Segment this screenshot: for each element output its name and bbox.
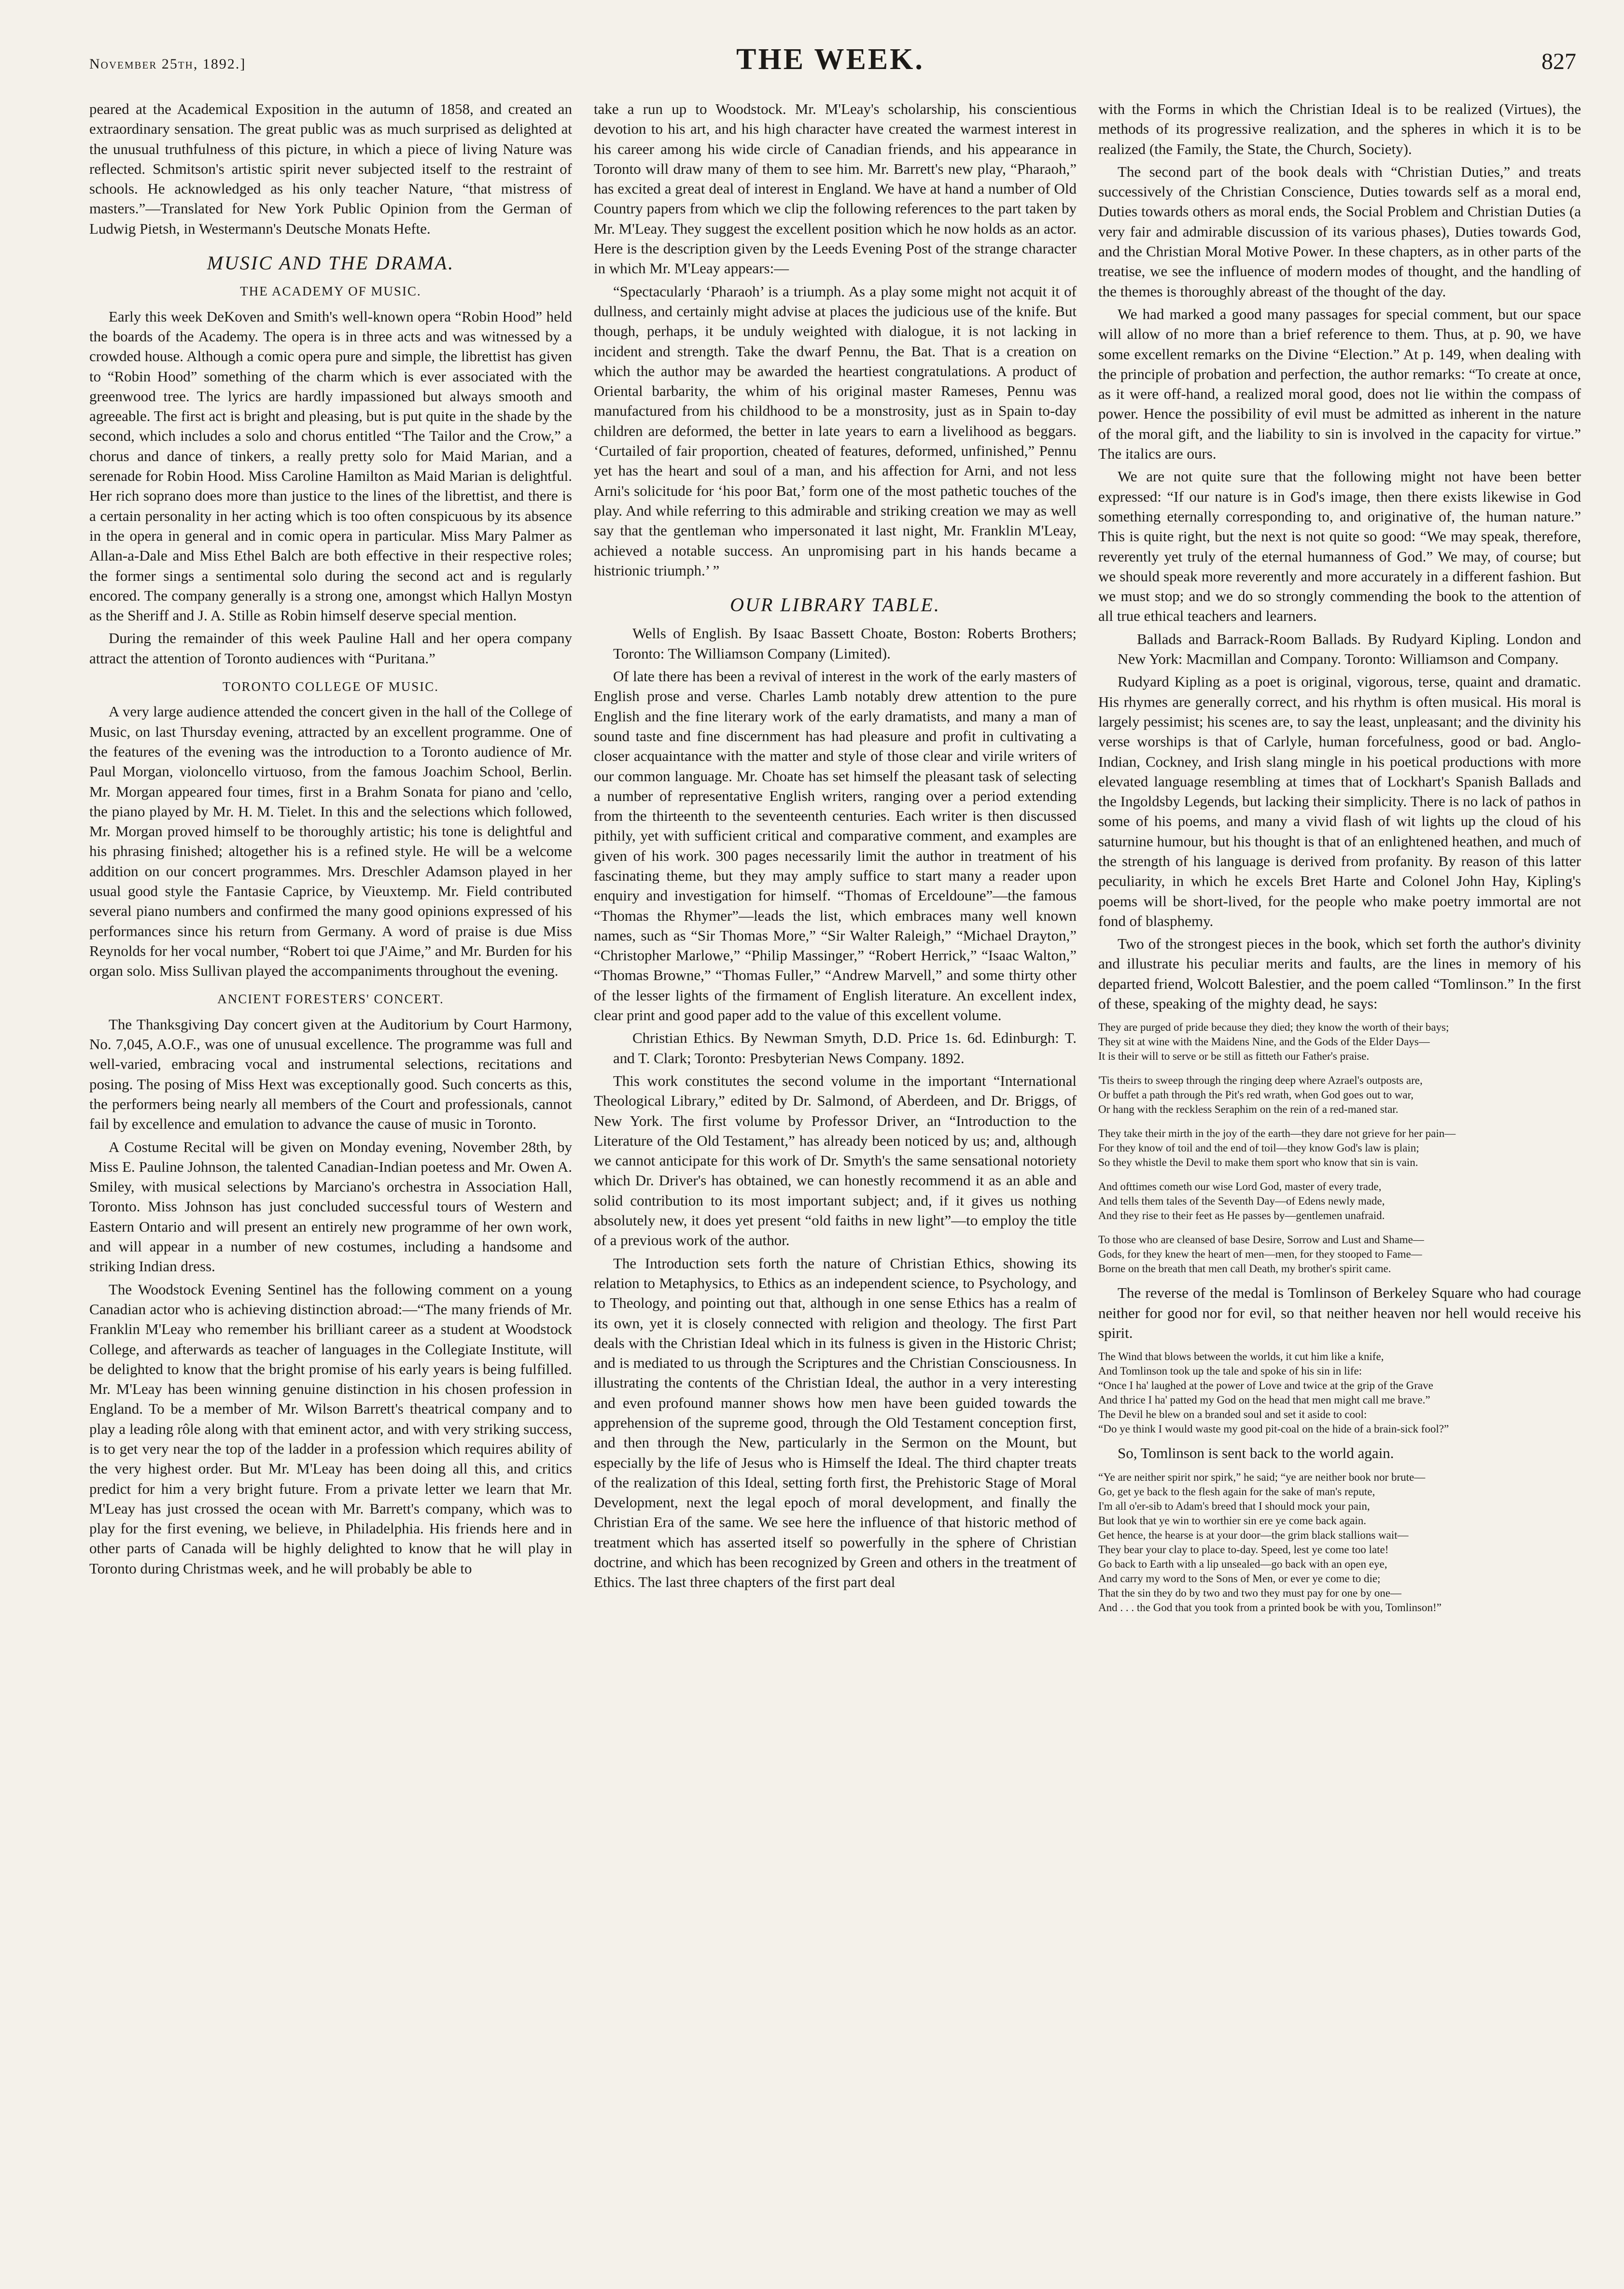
article-paragraph: The Thanksgiving Day concert given at the Auditorium by Court Harmony, No. 7,045, A.O.F., was one of unusual excellence. The programme was full and well-varied, embracing vocal and instrumental selections, recitations and posing. The posing of Miss Hext was exceptionally good. Such concerts as this, the performers being nearly all members of the Court and professionals, cannot fail by excellence and emulation to advance the cause of music in Toronto.	[89, 1015, 572, 1133]
subheading-college: TORONTO COLLEGE OF MUSIC.	[222, 679, 439, 694]
poem-line: “Do ye think I would waste my good pit-coal on the hide of a brain-sick fool?”	[1098, 1423, 1449, 1435]
poem-line: “Once I ha' laughed at the power of Love and twice at the grip of the Grave	[1098, 1379, 1433, 1392]
column-2	[594, 99, 1077, 2243]
review-paragraph: We are not quite sure that the following might not have been better expressed: “If our nature is in God's image, then there exists likewise in God something eternally corresponding to, and originative of, the human nature.” This is quite right, but the next is not quite so good: “We may speak, therefore, reverently yet truly of the eternal humanness of God.” We may, of course; but we should speak more reverently and more accurately in a different fashion. But we must stop; and we do so strongly commending the book to the attention of all true ethical teachers and learners.	[1098, 468, 1581, 625]
poem-line: Get hence, the hearse is at your door—the grim black stallions wait—	[1098, 1529, 1409, 1541]
poem-line: For they know of toil and the end of toil—they know God's law is plain;	[1098, 1142, 1419, 1154]
review-paragraph: Rudyard Kipling as a poet is original, vigorous, terse, quaint and dramatic. His rhymes are generally correct, and his rhythm is often musical. His moral is largely pessimist; his scenes are, to say the least, unpleasant; and the divinity his verse worships is that of Carlyle, human forcefulness, good or bad. Anglo-Indian, Cockney, and Irish slang mingle in his poetical productions with more elevated language resembling at times that of Lockhart's Spanish Ballads and the Ingoldsby Legends, but lacking their simplicity. There is no lack of pathos in some of his poems, and many a vivid flash of wit lights up the cloud of his saturnine humour, but his thought is that of an enlightened heathen, and much of the strength of his language is derived from profanity. By reason of this latter peculiarity, in which he excels Bret Harte and Colonel John Hay, Kipling's poems will be short-lived, for the people who make poetry immortal are not fond of blasphemy.	[1098, 673, 1581, 929]
poem-line: They are purged of pride because they died; they know the worth of their bays;	[1098, 1021, 1449, 1034]
article-paragraph: Early this week DeKoven and Smith's well-known opera “Robin Hood” held the boards of the Academy. The opera is in three acts and was witnessed by a crowded house. Although a comic opera pure and simple, the librettist has given to “Robin Hood” something of the charm which is ever associated with the greenwood tree. The lyrics are hardly impassioned but always smooth and agreeable. The first act is bright and pleasing, but is put quite in the shade by the second, which includes a solo and chorus entitled “The Tailor and the Crow,” a chorus and dance of tinkers, a really pretty solo for Maid Marian, and a serenade for Robin Hood. Miss Caroline Hamilton as Maid Marian is delightful. Her rich soprano does more than justice to the lines of the librettist, and there is a certain personality in her acting which is too often conspicuous by its absence in the opera in general and in comic opera in particular. Miss Mary Palmer as Allan-a-Dale and Miss Ethel Balch are both effective in their respective roles; the former sings a sentimental solo during the second act and is regularly encored. The company generally is a strong one, amongst which Hallyn Mostyn as the Sheriff and J. A. Stille as Robin himself deserve special mention.	[89, 308, 572, 624]
poem-line: Go, get ye back to the flesh again for the sake of man's repute,	[1098, 1485, 1375, 1498]
poem-line: Or hang with the reckless Seraphim on the rein of a red-maned star.	[1098, 1103, 1399, 1116]
review-paragraph: So, Tomlinson is sent back to the world again.	[1118, 1445, 1394, 1462]
poem-line: And carry my word to the Sons of Men, or ever ye come to die;	[1098, 1572, 1381, 1585]
poem-line: The Wind that blows between the worlds, it cut him like a knife,	[1098, 1350, 1384, 1363]
poem-line: They sit at wine with the Maidens Nine, and the Gods of the Elder Days—	[1098, 1036, 1430, 1048]
poem-excerpt	[1098, 1470, 1581, 1615]
poem-excerpt	[1098, 1020, 1581, 1276]
stanza-break	[1098, 1170, 1581, 1180]
stanza-break	[1098, 1223, 1581, 1233]
poem-excerpt	[1098, 1349, 1581, 1436]
poem-line: It is their will to serve or be still as fitteth our Father's praise.	[1098, 1050, 1370, 1063]
poem-line: Go back to Earth with a lip unsealed—go back with an open eye,	[1098, 1558, 1387, 1570]
quoted-paragraph: “Spectacularly ‘Pharaoh’ is a triumph. As a play some might not acquit it of dullness, and certainly might advise at places the judicious use of the knife. But though, perhaps, it be unduly weighted with dialogue, it is not lacking in incident and strength. Take the dwarf Pennu, the Bat. That is a creation on which the author may be awarded the heartiest congratulations. A product of Oriental barbarity, the whim of his original master Rameses, Pennu was manufactured from his childhood to be a monstrosity, just as in Spain to-day children are deformed, the better in late years to earn a livelihood as beggars. ‘Curtailed of fair proportion, cheated of features, deformed, unfinished,” Pennu yet has the heart and soul of a man, and his affection for Arni, and not less Arni's solicitude for ‘his poor Bat,’ form one of the most pathetic touches of the play. And while referring to this admirable and striking creation we may as well say that the gentleman who impersonated it last night, Mr. Franklin M'Leay, achieved a notable success. An unpromising part in his hands became a histrionic triumph.’ ”	[594, 282, 1077, 579]
poem-line: And thrice I ha' patted my God on the head that men might call me brave.”	[1098, 1394, 1430, 1406]
page-number: 827	[1541, 49, 1576, 74]
subheading-foresters: ANCIENT FORESTERS' CONCERT.	[217, 992, 444, 1007]
issue-date: November 25th, 1892.]	[89, 56, 246, 72]
review-paragraph: The second part of the book deals with “Christian Duties,” and treats successively of the Christian Conscience, Duties towards self as a moral end, Duties towards others as moral ends, the Social Problem and Christian Duties (a very fair and admirable discussion of its various phases), Duties towards God, and the Christian Moral Motive Power. In these chapters, as in other parts of the treatise, we see the influence of modern modes of thought, and the handling of the themes is thoroughly abreast of the thought of the day.	[1098, 163, 1581, 300]
review-paragraph: The reverse of the medal is Tomlinson of Berkeley Square who had courage neither for good nor for evil, so that neither heaven nor hell would receive his spirit.	[1098, 1284, 1581, 1341]
article-paragraph: A Costume Recital will be given on Monday evening, November 28th, by Miss E. Pauline Johnson, the talented Canadian-Indian poetess and Mr. Owen A. Smiley, with musical selections by Marciano's orchestra in Association Hall, Toronto. Miss Johnson has just concluded successful tours of Western and Eastern Ontario and will present an entirely new programme of her own work, and will appear in a number of new costumes, including a handsome and striking Indian dress.	[89, 1138, 572, 1275]
review-paragraph: This work constitutes the second volume in the important “International Theological Library,” edited by Dr. Salmond, of Aberdeen, and Dr. Briggs, of New York. The first volume by Professor Driver, an “Introduction to the Literature of the Old Testament,” has already been noticed by us; and, although we cannot anticipate for this work of Dr. Smyth's the same sensational notoriety which Dr. Driver's has obtained, we can honestly recommend it as an able and solid contribution to its most important subject; and, if it gives us nothing absolutely new, it does yet present “old faiths in new light”—to employ the title of a previous work of the author.	[594, 1072, 1077, 1249]
poem-line: I'm all o'er-sib to Adam's breed that I should mock your pain,	[1098, 1500, 1370, 1512]
review-paragraph: with the Forms in which the Christian Ideal is to be realized (Virtues), the methods of its progressive realization, and the spheres in which it is to be realized (the Family, the State, the Church, Society).	[1098, 100, 1581, 157]
poem-line: And Tomlinson took up the tale and spoke of his sin in life:	[1098, 1365, 1362, 1377]
section-title-music-drama: MUSIC AND THE DRAMA.	[207, 252, 455, 274]
column-3	[1098, 99, 1581, 2243]
poem-line: Borne on the breath that men call Death, my brother's spirit came.	[1098, 1263, 1391, 1275]
article-paragraph: peared at the Academical Exposition in the autumn of 1858, and created an extraordinary sensation. The great public was as much surprised as delighted at the unusual truthfulness of this picture, in which a piece of living Nature was reflected. Schmitson's artistic spirit never subjected itself to the restraint of schools. He acknowledged as his only teacher Nature, “that mistress of masters.”—Translated for New York Public Opinion from the German of Ludwig Pietsh, in Westermann's Deutsche Monats Hefte.	[89, 100, 572, 237]
poem-line: They bear your clay to place to-day. Speed, lest ye come too late!	[1098, 1543, 1389, 1556]
page-header	[80, 42, 1581, 86]
section-title-library-table: OUR LIBRARY TABLE.	[730, 594, 940, 616]
book-heading: Wells of English. By Isaac Bassett Choate, Boston: Roberts Brothers; Toronto: The Williamson Company (Limited).	[613, 625, 1077, 662]
masthead-title: THE WEEK.	[736, 43, 924, 76]
review-paragraph: Of late there has been a revival of interest in the work of the early masters of English prose and verse. Charles Lamb notably drew attention to the pure English and the fine literary work of the early dramatists, and many a man of sound taste and fine discernment has had pleasure and profit in cultivating a closer acquaintance with the matter and style of those clear and virile writers of our common language. Mr. Choate has set himself the pleasant task of selecting a number of representative English writers, ranging over a period extending from the thirteenth to the seventeenth centuries. Each writer is then discussed pithily, yet with sufficient critical and comparative comment, and examples are given of his work. 300 pages necessarily limit the author in treatment of his fascinating theme, but they may amply suffice to start many a reader upon enquiry and investigation for himself. “Thomas of Erceldoune”—the famous “Thomas the Rhymer”—leads the list, which embraces many well known names, such as “Sir Thomas More,” “Sir Walter Raleigh,” “Michael Drayton,” “Christopher Marlowe,” “Philip Massinger,” “Robert Herrick,” “Isaac Walton,” “Thomas Browne,” “Thomas Fuller,” “Andrew Marvell,” and some thirty other of the lesser lights of the firmament of English literature. An excellent index, clear print and good paper add to the value of this excellent volume.	[594, 668, 1077, 1024]
poem-line: The Devil he blew on a branded soul and set it aside to cool:	[1098, 1408, 1367, 1421]
poem-line: And they rise to their feet as He passes by—gentlemen unafraid.	[1098, 1209, 1385, 1222]
column-1	[89, 99, 572, 2243]
poem-line: “Ye are neither spirit nor spirk,” he said; “ye are neither book nor brute—	[1098, 1471, 1426, 1483]
poem-line: They take their mirth in the joy of the earth—they dare not grieve for her pain—	[1098, 1127, 1456, 1140]
poem-line: 'Tis theirs to sweep through the ringing deep where Azrael's outposts are,	[1098, 1074, 1423, 1087]
poem-line: That the sin they do by two and two they must pay for one by one—	[1098, 1587, 1401, 1599]
book-heading: Christian Ethics. By Newman Smyth, D.D. Price 1s. 6d. Edinburgh: T. and T. Clark; Toronto: Presbyterian News Company. 1892.	[613, 1029, 1077, 1067]
stanza-break	[1098, 1117, 1581, 1126]
poem-line: So they whistle the Devil to make them sport who know that sin is vain.	[1098, 1156, 1418, 1169]
review-paragraph: Two of the strongest pieces in the book, which set forth the author's divinity and illustrate his peculiar merits and faults, are the lines in memory of his departed friend, Wolcott Balestier, and the poem called “Tomlinson.” In the first of these, speaking of the mighty dead, he says:	[1098, 935, 1581, 1012]
poem-line: And . . . the God that you took from a printed book be with you, Tomlinson!”	[1098, 1601, 1442, 1614]
article-paragraph: The Woodstock Evening Sentinel has the following comment on a young Canadian actor who is achieving distinction abroad:—“The many friends of Mr. Franklin M'Leay who remember his brilliant career as a student at Woodstock College, and afterwards as teacher of languages in the Collegiate Institute, will be delighted to know that the bright promise of his early years is being fulfilled. Mr. M'Leay has been winning genuine distinction in his chosen profession in England. To be a member of Mr. Wilson Barrett's theatrical company and to play a leading rôle along with that eminent actor, and with very striking success, is to get very near the top of the ladder in a profession which requires ability of the very highest order. But Mr. M'Leay has been doing all this, and critics predict for him a very bright future. From a private letter we learn that Mr. M'Leay has just crossed the ocean with Mr. Barrett's company, which was to play for the first evening, we believe, in Philadelphia. His friends here and in other parts of Canada will be highly delighted to know that he will play in Toronto during Christmas week, and he will probably be able to	[89, 1280, 572, 1577]
poem-line: But look that ye win to worthier sin ere ye come back again.	[1098, 1514, 1367, 1527]
subheading-academy: THE ACADEMY OF MUSIC.	[240, 284, 421, 299]
article-paragraph: During the remainder of this week Pauline Hall and her opera company attract the attention of Toronto audiences with “Puritana.”	[89, 630, 572, 667]
poem-line: Or buffet a path through the Pit's red wrath, when God goes out to war,	[1098, 1089, 1414, 1101]
poem-line: To those who are cleansed of base Desire, Sorrow and Lust and Shame—	[1098, 1234, 1424, 1246]
review-paragraph: We had marked a good many passages for special comment, but our space will allow of no more than a brief reference to them. Thus, at p. 90, we have some excellent remarks on the Divine “Election.” At p. 149, when dealing with the principle of probation and perfection, the author remarks: “To create at once, as it were off-hand, a realized moral good, does not lie within the compass of power. Hence the possibility of evil must be admitted as inherent in the nature of the moral gift, and the liability to sin is involved in the capacity for virtue.” The italics are ours.	[1098, 305, 1581, 463]
article-paragraph: A very large audience attended the concert given in the hall of the College of Music, on last Thursday evening, attracted by an excellent programme. One of the features of the evening was the introduction to a Toronto audience of Mr. Paul Morgan, violoncello virtuoso, from the famous Joachim School, Berlin. Mr. Morgan appeared four times, first in a Brahm Sonata for piano and 'cello, the piano played by Mr. H. M. Tielet. In this and the selections which followed, Mr. Morgan proved himself to be thoroughly artistic; his tone is delightful and his phrasing finished; altogether his is a refined style. He will be a welcome addition on our concert programmes. Mrs. Dreschler Adamson played in her usual good style the Fantasie Caprice, by Vieuxtemp. Mr. Field contributed several piano numbers and confirmed the many good opinions expressed of his performances since his return from Germany. A word of praise is due Miss Reynolds for her vocal number, “Robert toi que J'Aime,” and Mr. Burden for his organ solo. Miss Sullivan played the accompaniments throughout the evening.	[89, 703, 572, 980]
poem-line: Gods, for they knew the heart of men—men, for they stooped to Fame—	[1098, 1248, 1422, 1261]
book-heading: Ballads and Barrack-Room Ballads. By Rudyard Kipling. London and New York: Macmillan and Company. Toronto: Williamson and Company.	[1118, 630, 1581, 668]
poem-line: And ofttimes cometh our wise Lord God, master of every trade,	[1098, 1180, 1382, 1193]
review-paragraph: The Introduction sets forth the nature of Christian Ethics, showing its relation to Metaphysics, to Ethics as an independent science, to Psychology, and to Theology, and pointing out that, although in one sense Ethics has a realm of its own, yet it is closely connected with religion and theology. The first Part deals with the Christian Ideal which in its fulness is given in the Historic Christ; and is mediated to us through the Scriptures and the Christian Consciousness. In illustrating the contents of the Christian Ideal, the author in a very interesting and even profound manner shows how men have been guided towards the apprehension of the supreme good, through the Old Testament conception first, and then through the New, particularly in the Sermon on the Mount, but especially by the life of Jesus who is Himself the Ideal. The third chapter treats of the realization of this Ideal, setting forth first, the Prehistoric Stage of Moral Development, next the legal epoch of moral development, and finally the Christian Era of the same. We see here the influence of that historic method of treatment which has asserted itself so powerfully in the sphere of Christian doctrine, and which has been recognized by Green and others in the treatment of Ethics. The last three chapters of the first part deal	[594, 1254, 1077, 1591]
article-paragraph: take a run up to Woodstock. Mr. M'Leay's scholarship, his conscientious devotion to his art, and his high character have created the warmest interest in his career among his wide circle of Canadian friends, and his appearance in Toronto will draw many of them to see him. Mr. Barrett's new play, “Pharaoh,” has excited a great deal of interest in England. We have at hand a number of Old Country papers from which we clip the following references to the part taken by Mr. M'Leay. They suggest the excellent position which he now holds as an actor. Here is the description given by the Leeds Evening Post of the strange character in which Mr. M'Leay appears:—	[594, 100, 1077, 277]
poem-line: And tells them tales of the Seventh Day—of Edens newly made,	[1098, 1195, 1385, 1208]
stanza-break	[1098, 1064, 1581, 1073]
